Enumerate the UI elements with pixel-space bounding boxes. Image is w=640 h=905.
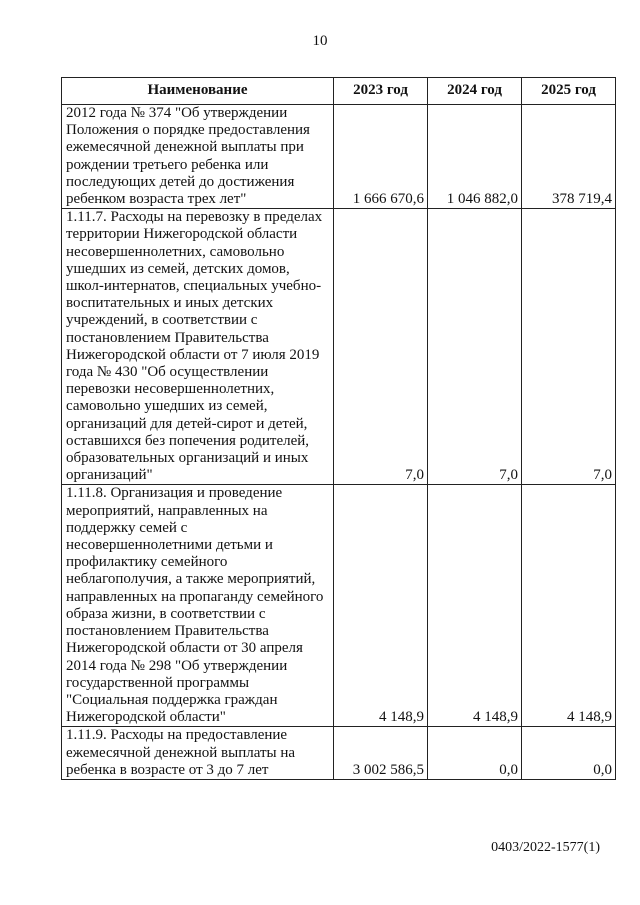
table-row [62, 485, 616, 727]
table-header-row [62, 78, 616, 105]
row-name: 1.11.9. Расходы на предоставление ежемесячной денежной выплаты на ребенка в возрасте от 3 до 7 лет [62, 727, 334, 780]
page-number: 10 [312, 33, 328, 49]
row-value-2024: 0,0 [428, 727, 522, 780]
header-2024: 2024 год [428, 78, 522, 105]
row-value-2024: 7,0 [428, 209, 522, 485]
header-name: Наименование [62, 78, 334, 105]
row-value-2025: 4 148,9 [522, 485, 616, 727]
table-row [62, 105, 616, 209]
row-value-2025: 378 719,4 [522, 105, 616, 209]
row-name: 1.11.8. Организация и проведение мероприятий, направленных на поддержку семей с несовершеннолетними детьми и профилактику семейного неблагополучия, а также мероприятий, направленных на пропаганду семейного образа жизни, в соответствии с постановлением Правительства Нижегородской области от 30 апреля 2014 года № 298 "Об утверждении государственной программы "Социальная поддержка граждан Нижегородской области" [62, 485, 334, 727]
header-2023: 2023 год [334, 78, 428, 105]
row-value-2025: 7,0 [522, 209, 616, 485]
row-value-2023: 7,0 [334, 209, 428, 485]
table-row [62, 209, 616, 485]
row-name: 1.11.7. Расходы на перевозку в пределах территории Нижегородской области несовершеннолетних, самовольно ушедших из семей, детских домов, школ-интернатов, специальных учебно-воспитательных и иных детских учреждений, в соответствии с постановлением Правительства Нижегородской области от 7 июля 2019 года № 430 "Об осуществлении перевозки несовершеннолетних, самовольно ушедших из семей, организаций для детей-сирот и детей, оставшихся без попечения родителей, образовательных организаций и иных организаций" [62, 209, 334, 485]
row-value-2024: 4 148,9 [428, 485, 522, 727]
row-value-2024: 1 046 882,0 [428, 105, 522, 209]
table-row [62, 727, 616, 780]
header-2025: 2025 год [522, 78, 616, 105]
row-value-2023: 3 002 586,5 [334, 727, 428, 780]
row-name: 2012 года № 374 "Об утверждении Положения о порядке предоставления ежемесячной денежной выплаты при рождении третьего ребенка или последующих детей до достижения ребенком возраста трех лет" [62, 105, 334, 209]
row-value-2023: 1 666 670,6 [334, 105, 428, 209]
document-code: 0403/2022-1577(1) [491, 840, 600, 855]
budget-table [61, 77, 616, 780]
row-value-2025: 0,0 [522, 727, 616, 780]
row-value-2023: 4 148,9 [334, 485, 428, 727]
